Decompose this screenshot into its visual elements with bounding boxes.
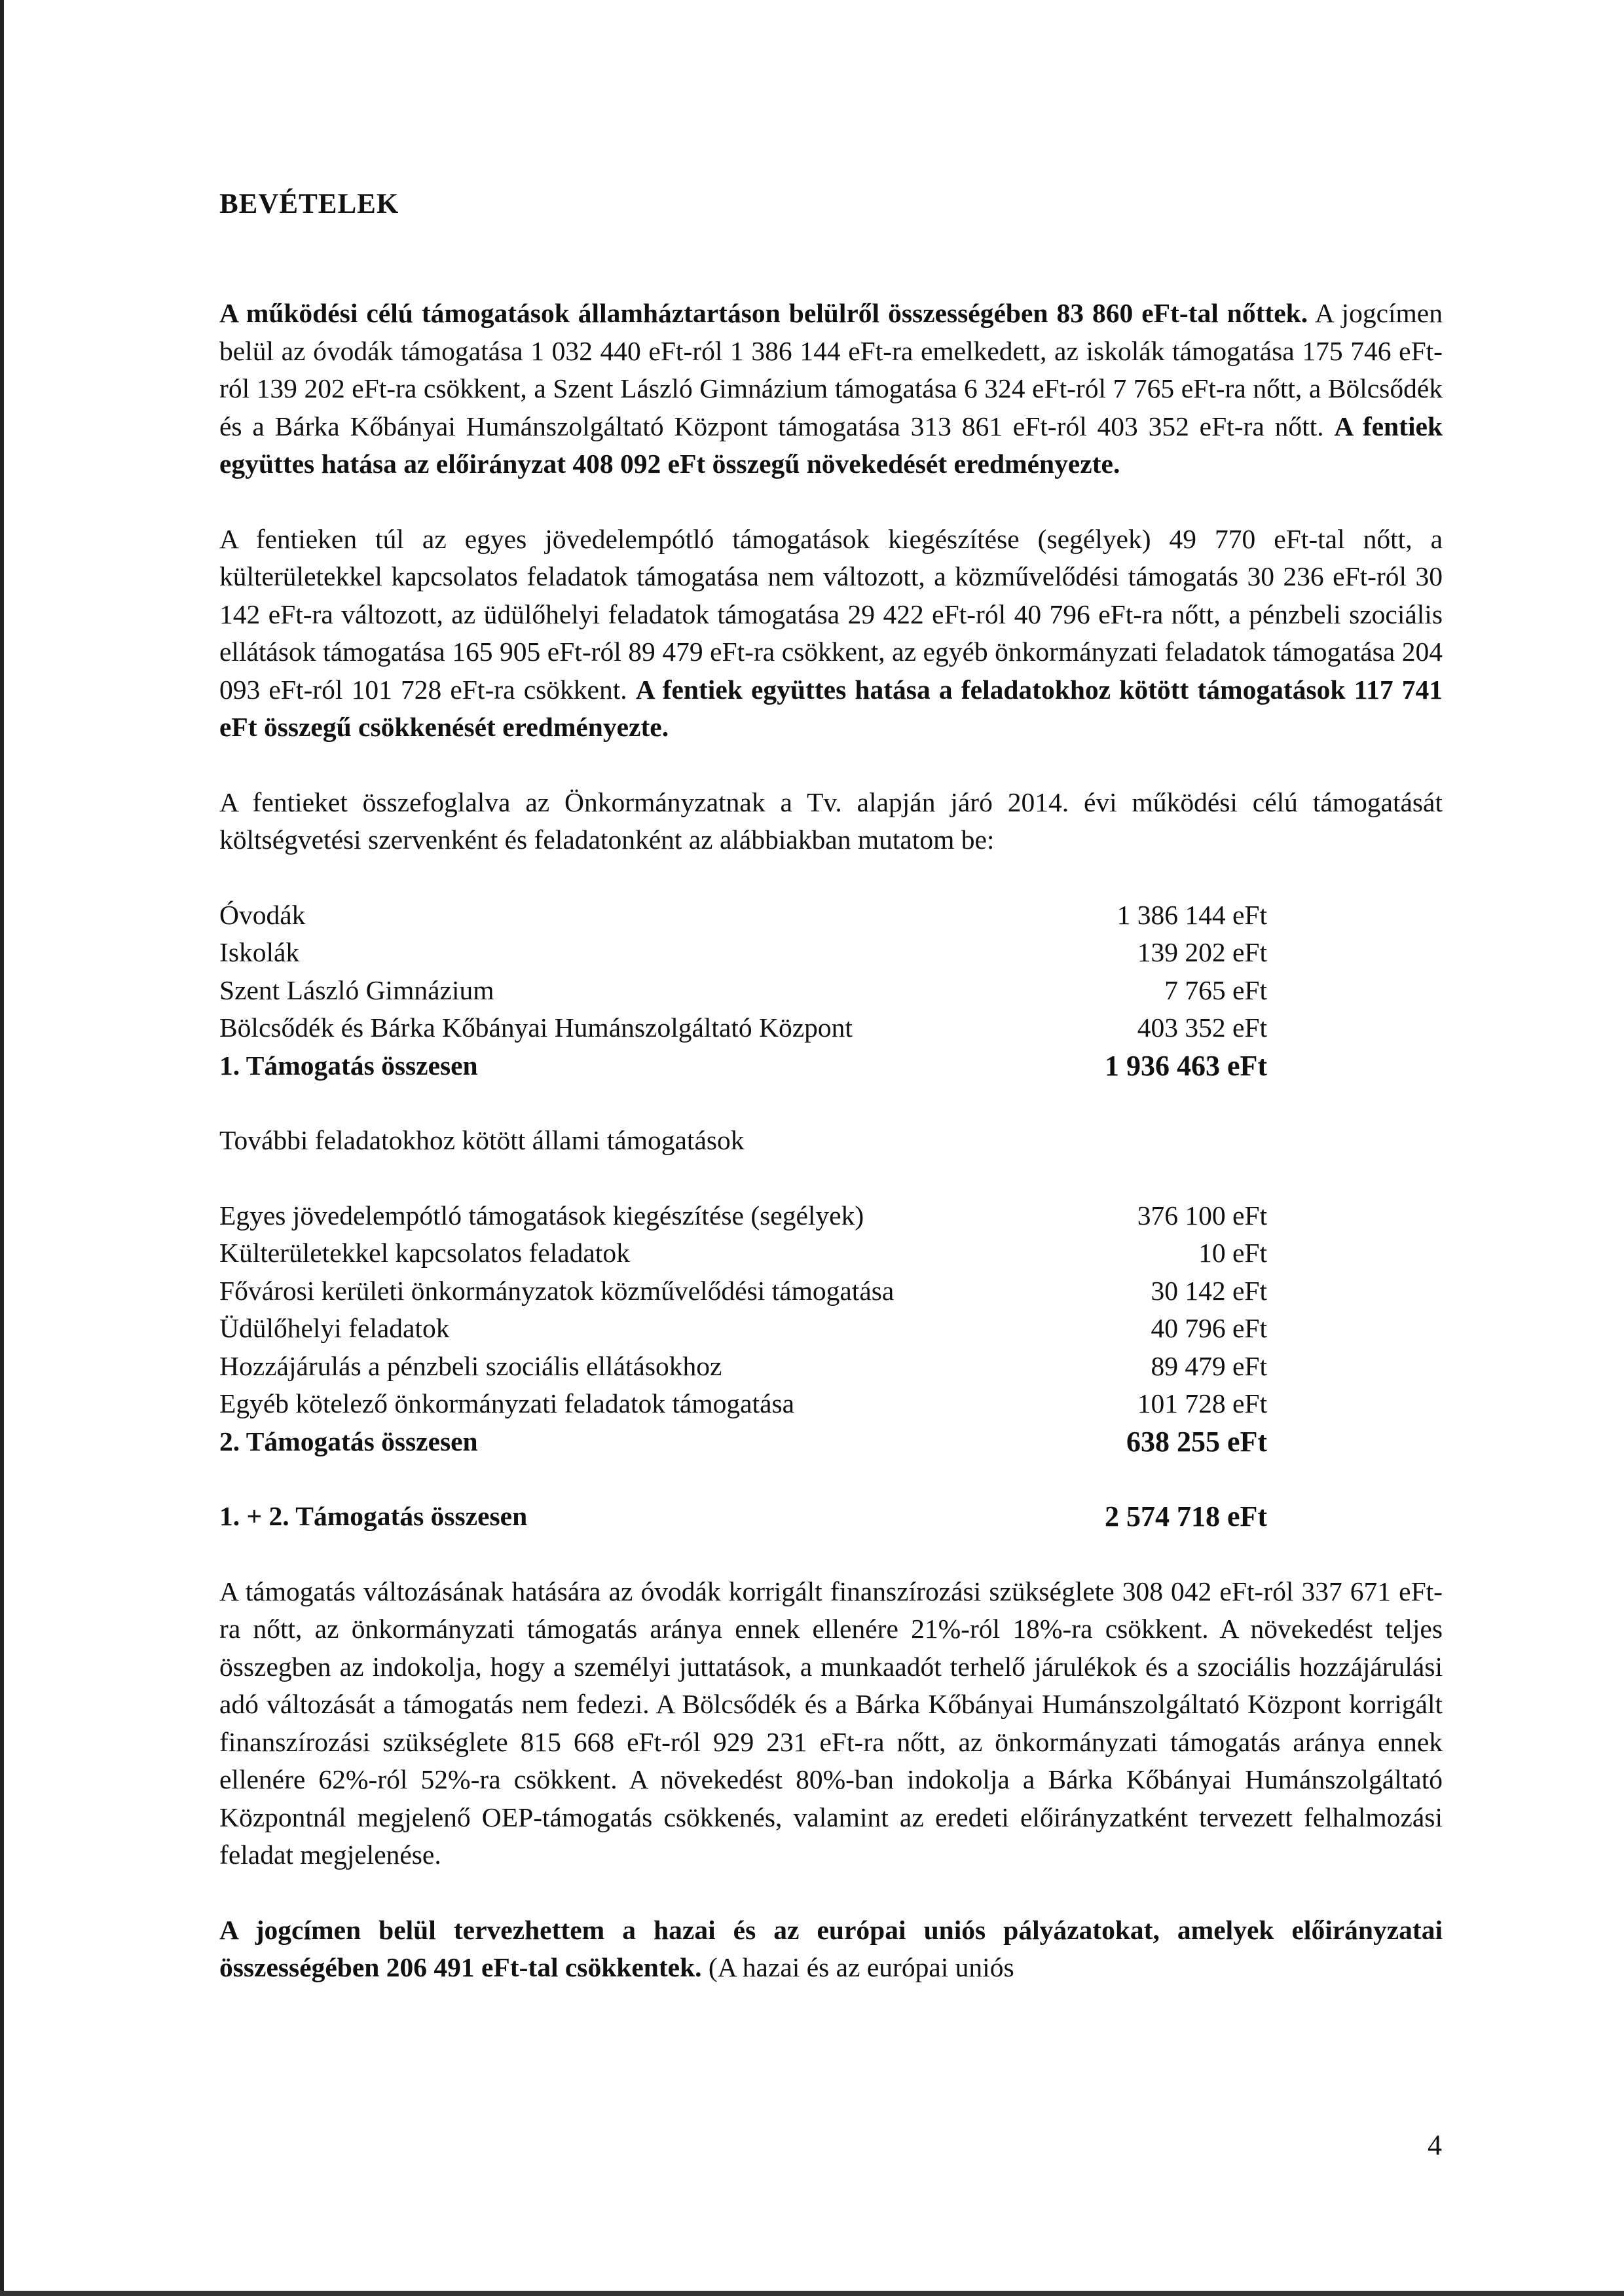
table-total-row: [219, 1423, 1267, 1461]
row-amount: 10 eFt: [1198, 1238, 1267, 1268]
section-heading: BEVÉTELEK: [219, 189, 399, 219]
row-label: Bölcsődék és Bárka Kőbányai Humánszolgáltató Központ: [219, 1012, 853, 1043]
table-row: [219, 934, 1267, 972]
grand-total-table: [219, 1498, 1267, 1536]
total-amount: 1 936 463 eFt: [1104, 1049, 1267, 1082]
table-row: [219, 1310, 1267, 1348]
scan-edge-left: [0, 0, 4, 2296]
grand-total-label: 1. + 2. Támogatás összesen: [219, 1501, 528, 1531]
paragraph-5-bold-lead: A jogcímen belül tervezhettem a hazai és az európai uniós pályázatokat, amelyek előirányzatai összességében 206 491 eFt-tal csökkentek.: [219, 1914, 1443, 1982]
spacer: [219, 1536, 1443, 1573]
paragraph-5-body: (A hazai és az európai uniós: [701, 1952, 1014, 1982]
paragraph-3: A fentieket összefoglalva az Önkormányzatnak a Tv. alapján járó 2014. évi működési célú támogatását költségvetési szervenként és feladatonként az alábbiakban mutatom be:: [219, 787, 1443, 855]
grand-total-amount: 2 574 718 eFt: [1104, 1500, 1267, 1532]
row-label: Hozzájárulás a pénzbeli szociális ellátásokhoz: [219, 1350, 722, 1381]
row-amount: 7 765 eFt: [1164, 974, 1267, 1005]
table-row: [219, 1234, 1267, 1272]
paragraph-2-body: A fentieken túl az egyes jövedelempótló támogatások kiegészítése (segélyek) 49 770 eFt-tal nőtt, a külterületekkel kapcsolatos feladatok támogatása nem változott, a közművelődési támogatás 30 236 eFt-ról 30 142 eFt-ra változott, az üdülőhelyi feladatok támogatása 29 422 eFt-ról 40 796 eFt-ra nőtt, a pénzbeli szociális ellátások támogatása 165 905 eFt-ról 89 479 eFt-ra csökkent, az egyéb önkormányzati feladatok támogatása 204 093 eFt-ról 101 728 eFt-ra csökkent.: [219, 523, 1443, 705]
paragraph-1-bold-conclusion: A fentiek együttes hatása az előirányzat 408 092 eFt összegű növekedését eredményezte.: [219, 411, 1443, 479]
table-row: [219, 1272, 1267, 1310]
spacer: [219, 1460, 1443, 1498]
row-label: Fővárosi kerületi önkormányzatok közművelődési támogatása: [219, 1275, 895, 1306]
row-amount: 40 796 eFt: [1151, 1313, 1267, 1343]
table-row: [219, 1348, 1267, 1386]
summary-table-1: [219, 897, 1267, 1085]
total-label: 1. Támogatás összesen: [219, 1050, 478, 1081]
row-amount: 139 202 eFt: [1137, 937, 1267, 967]
row-label: Óvodák: [219, 899, 306, 930]
page-number: 4: [1428, 2129, 1442, 2161]
paragraph-2-bold-conclusion: A fentiek együttes hatása a feladatokhoz kötött támogatások 117 741 eFt összegű csökkenését eredményezte.: [219, 674, 1443, 742]
row-label: Üdülőhelyi feladatok: [219, 1313, 450, 1343]
row-amount: 376 100 eFt: [1137, 1200, 1267, 1231]
scan-edge-bottom: [0, 2291, 1624, 2296]
table-row: [219, 1009, 1267, 1047]
summary-table-2: [219, 1197, 1267, 1461]
table-row: [219, 897, 1267, 935]
spacer: [219, 1084, 1443, 1122]
paragraph-1: [219, 295, 1443, 483]
row-label: Külterületekkel kapcsolatos feladatok: [219, 1238, 630, 1268]
total-amount: 638 255 eFt: [1126, 1425, 1267, 1458]
row-label: Iskolák: [219, 937, 300, 967]
paragraph-1-bold-lead: A működési célú támogatások államháztartáson belülről összességében 83 860 eFt-tal nőttek.: [219, 298, 1308, 328]
table-row: [219, 972, 1267, 1010]
row-label: Egyes jövedelempótló támogatások kiegészítése (segélyek): [219, 1200, 864, 1231]
row-amount: 30 142 eFt: [1151, 1275, 1267, 1306]
section-title-additional-support: További feladatokhoz kötött állami támogatások: [219, 1125, 745, 1155]
row-amount: 1 386 144 eFt: [1116, 899, 1267, 930]
paragraph-4: A támogatás változásának hatására az óvodák korrigált finanszírozási szükséglete 308 042 eFt-ról 337 671 eFt-ra nőtt, az önkormányzati támogatás aránya ennek ellenére 21%-ról 18%-ra csökkent. A növekedést teljes összegben az indokolja, hogy a személyi juttatások, a munkaadót terhelő járulékok és a szociális hozzájárulási adó változását a támogatás nem fedezi. A Bölcsődék és a Bárka Kőbányai Humánszolgáltató Központ korrigált finanszírozási szükséglete 815 668 eFt-ról 929 231 eFt-ra nőtt, az önkormányzati támogatás aránya ennek ellenére 62%-ról 52%-ra csökkent. A növekedést 80%-ban indokolja a Bárka Kőbányai Humánszolgáltató Központnál megjelenő OEP-támogatás csökkenés, valamint az eredeti előirányzatként tervezett felhalmozási feladat megjelenése.: [219, 1576, 1443, 1870]
table-row: [219, 1385, 1267, 1423]
row-label: Egyéb kötelező önkormányzati feladatok támogatása: [219, 1388, 795, 1418]
row-amount: 101 728 eFt: [1137, 1388, 1267, 1418]
page-content: [219, 185, 1443, 2024]
row-label: Szent László Gimnázium: [219, 974, 494, 1005]
grand-total-row: [219, 1498, 1267, 1536]
row-amount: 403 352 eFt: [1137, 1012, 1267, 1043]
paragraph-2: [219, 521, 1443, 747]
total-label: 2. Támogatás összesen: [219, 1426, 478, 1456]
paragraph-1-body: A jogcímen belül az óvodák támogatása 1 032 440 eFt-ról 1 386 144 eFt-ra emelkedett, az iskolák támogatása 175 746 eFt-ról 139 202 eFt-ra csökkent, a Szent László Gimnázium támogatása 6 324 eFt-ról 7 765 eFt-ra nőtt, a Bölcsődék és a Bárka Kőbányai Humánszolgáltató Központ támogatása 313 861 eFt-ról 403 352 eFt-ra nőtt.: [219, 298, 1443, 441]
paragraph-5: [219, 1912, 1443, 1987]
table-total-row: [219, 1047, 1267, 1085]
row-amount: 89 479 eFt: [1151, 1350, 1267, 1381]
table-row: [219, 1197, 1267, 1235]
